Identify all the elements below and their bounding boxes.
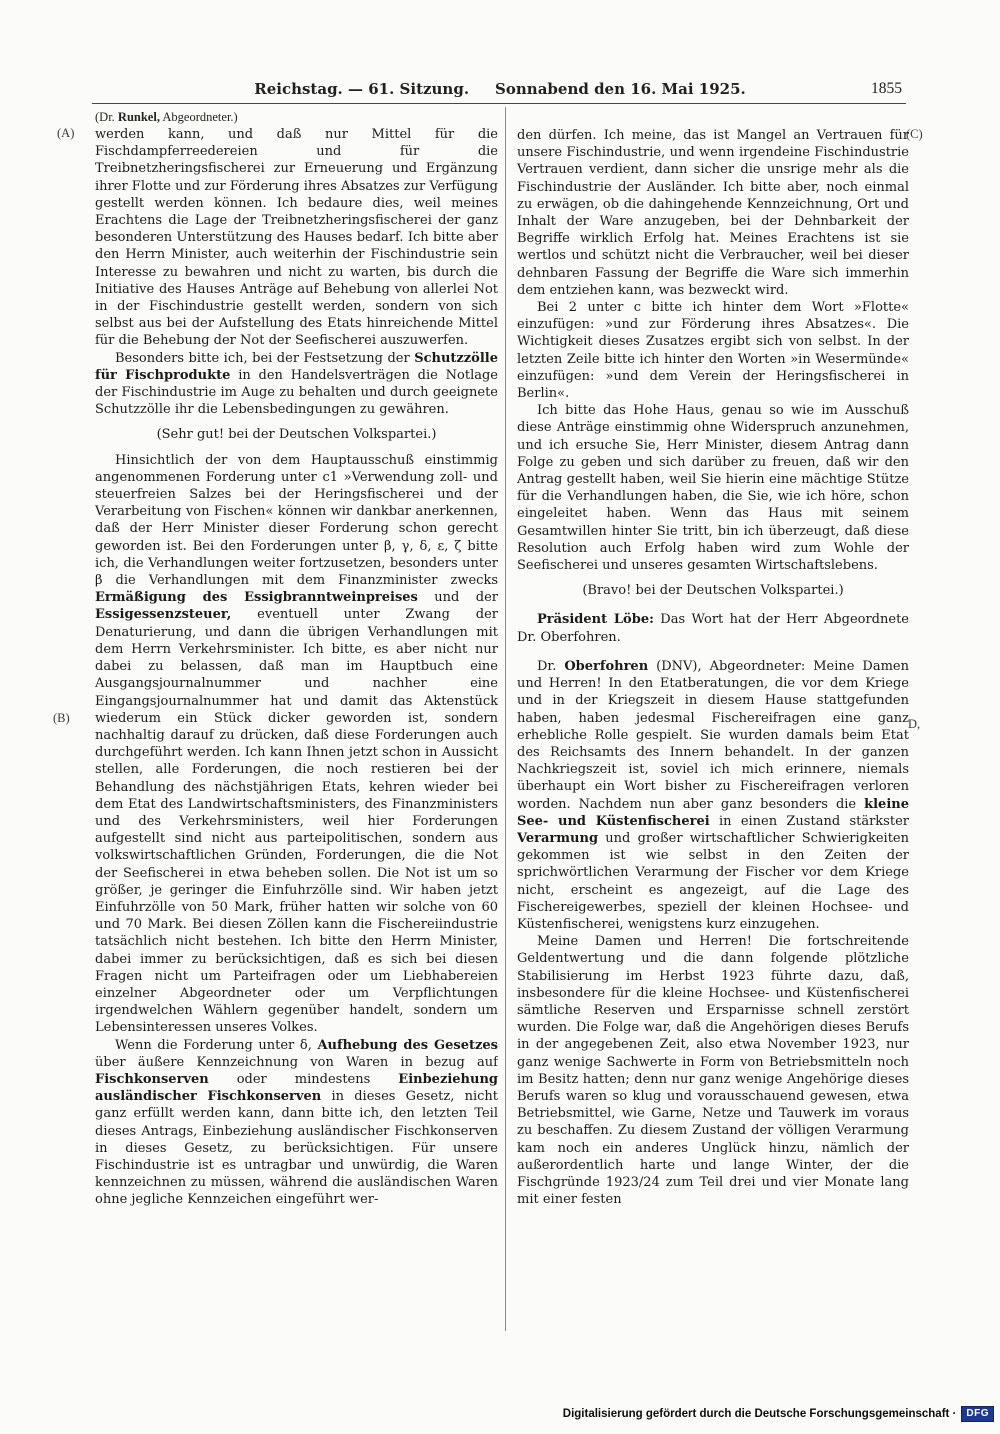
left-column (95, 108, 498, 1348)
interjection: (Sehr gut! bei der Deutschen Volkspartei.) (156, 427, 437, 443)
footer-credit-text: Digitalisierung gefördert durch die Deutsche Forschungsgemeinschaft · (562, 1408, 957, 1420)
margin-mark-c: (C) (906, 127, 923, 141)
speaker-note: (Dr. Runkel, Abgeordneter.) (95, 110, 238, 124)
page-number: 1855 (871, 80, 902, 97)
interjection: (Bravo! bei der Deutschen Volkspartei.) (582, 583, 844, 599)
paragraph-president: Präsident Löbe: Das Wort hat der Herr Abgeordnete Dr. Oberfohren. (517, 612, 909, 645)
paragraph: Besonders bitte ich, bei der Festsetzung der Schutzzölle für Fischprodukte in den Handelsverträgen die Notlage der Fischindustrie im Auge zu behalten und durch geeignete Schutzzölle ihr die Lebensbedingungen zu gewähren. (95, 350, 498, 418)
header-session-title: Reichstag. — 61. Sitzung. (254, 80, 470, 98)
margin-mark-b: (B) (53, 711, 70, 725)
paragraph: Meine Damen und Herren! Die fortschreitende Geldentwertung und die dann folgende plötzliche Stabilisierung im Herbst 1923 führte dazu, daß, insbesondere für die kleine Hochsee- und Küstenfischerei sämtliche Reserven und Ersparnisse schnell zerstört wurden. Die Folge war, daß die Angehörigen dieses Berufs in der angegebenen Zeit, also etwa November 1923, nur ganz wenige Sachwerte in Form von Betriebsmitteln noch im Besitz hatten; denn nur ganz wenige Angehörige dieses Berufs waren so klug und vorausschauend gewesen, etwa Betriebsmittel, wie Garne, Netze und Tauwerk im voraus zu beschaffen. Zu diesem Zustand der völligen Verarmung kam noch ein anderes Unglück hinzu, nämlich der außerordentlich harte und lange Winter, der die Fischgründe 1923/24 zum Teil drei und vier Monate lang mit einer festen (517, 934, 909, 1208)
margin-mark-a: (A) (57, 126, 75, 140)
paragraph-continuation: werden kann, und daß nur Mittel für die Fischdampferreedereien und für die Treibnetzheringsfischerei zur Erneuerung und Ergänzung ihrer Flotte und zur Förderung ihres Absatzes zur Verfügung gestellt werden können. Ich bedaure dies, weil meines Erachtens die Lage der Treibnetzheringsfischerei der ganz besonderen Unterstützung des Hauses bedarf. Ich bitte aber den Herrn Minister, auch weiterhin der Fischindustrie sein Interesse zu bewahren und nicht zu warten, bis durch die Initiative des Hauses Anträge auf Behebung von allerlei Not in der Fischindustrie gestellt werden, sondern von sich selbst aus bei der Aufstellung des Etats hinreichende Mittel für die Behebung der Not der Seefischerei auszuwerfen. (95, 127, 498, 349)
header-date: Sonnabend den 16. Mai 1925. (495, 80, 746, 98)
right-column (517, 108, 909, 1367)
paragraph: Ich bitte das Hohe Haus, genau so wie im Ausschuß diese Anträge einstimmig ohne Widerspruch anzunehmen, und ich ersuche Sie, Herr Minister, diesem Antrag dann Folge zu geben und sich darüber zu freuen, daß wir den Antrag gestellt haben, weil Sie hierin eine mächtige Stütze für die Verhandlungen haben, die Sie, wie ich höre, schon eingeleitet haben. Wenn das Haus mit seinem Gesamtwillen hinter Sie tritt, bin ich überzeugt, daß diese Resolution auch Erfolg haben wird zum Wohle der Seefischerei und unseres gesamten Wirtschaftslebens. (517, 403, 909, 574)
margin-mark-d: D, (908, 717, 921, 731)
paragraph: Wenn die Forderung unter δ, Aufhebung des Gesetzes über äußere Kennzeichnung von Waren in bezug auf Fischkonserven oder mindestens Einbeziehung ausländischer Fischkonserven in dieses Gesetz, nicht ganz erfüllt werden kann, dann bitte ich, den letzten Teil dieses Antrags, Einbeziehung ausländischer Fischkonserven in dieses Gesetz, zu berücksichtigen. Für unsere Fischindustrie ist es untragbar und unwürdig, die Waren kennzeichnen zu müssen, während die ausländischen Waren ohne jegliche Kennzeichen eingeführt wer- (95, 1037, 498, 1208)
page-header (95, 80, 905, 98)
paragraph: Hinsichtlich der von dem Hauptausschuß einstimmig angenommenen Forderung unter c1 »Verwendung zoll- und steuerfreien Salzes bei der Heringsfischerei und der Verarbeitung von Fischen« können wir dankbar anerkennen, daß der Herr Minister dieser Forderung schon gerecht geworden ist. Bei den Forderungen unter β, γ, δ, ε, ζ bitte ich, die Verhandlungen weiter fortzusetzen, besonders unter β die Verhandlungen mit dem Finanzminister zwecks Ermäßigung des Essigbranntweinpreises und der Essigessenzsteuer, eventuell unter Zwang der Denaturierung, und dann die übrigen Verhandlungen mit dem Herrn Verkehrsminister. Ich bitte, es aber nicht nur dabei zu belassen, daß man im Hauptbuch eine Ausgangsjournalnummer und nachher eine Eingangsjournalnummer hat und damit das Aktenstück wiederum ein Stück dicker geworden ist, sondern nachhaltig darauf zu drücken, daß diese Forderungen auch durchgeführt werden. Ich kann Ihnen jetzt schon in Aussicht stellen, alle Forderungen, die noch restieren bei der Behandlung des nächstjährigen Etats, kehren wieder bei dem Etat des Landwirtschaftsministers, des Finanzministers und des Verkehrsministers, weil hier Forderungen aufgestellt sind nicht aus parteipolitischen, sondern aus volkswirtschaftlichen Gründen, Forderungen, die die Not der Seefischerei in etwa beheben sollen. Die Not ist um so größer, je geringer die Einfuhrzölle sind. Wir haben jetzt Einfuhrzölle von 50 Mark, früher hatten wir solche von 60 und 70 Mark. Bei diesen Zöllen kann die Fischereiindustrie tatsächlich nicht bestehen. Ich bitte den Herrn Minister, dabei immer zu berücksichtigen, daß es sich bei diesen Fragen nicht um Parteifragen oder um Liebhabereien einzelner Abgeordneter oder um Verpflichtungen irgendwelchen Wählern gegenüber handelt, sondern um Lebensinteressen unseres Volkes. (95, 452, 498, 1036)
digitization-footer (563, 1402, 994, 1426)
header-rule (92, 103, 906, 104)
paragraph: Bei 2 unter c bitte ich hinter dem Wort »Flotte« einzufügen: »und zur Förderung ihres Absatzes«. Die Wichtigkeit dieses Zusatzes ergibt sich von selbst. In der letzten Zeile bitte ich hinter den Worten »in Wesermünde« einzufügen: »und dem Verein der Heringsfischerei in Berlin«. (517, 300, 909, 402)
dfg-logo: DFG (961, 1406, 994, 1422)
paragraph-speech: Dr. Oberfohren (DNV), Abgeordneter: Meine Damen und Herren! In den Etatberatungen, die vor dem Kriege und in der Kriegszeit in diesem Hause stattgefunden haben, haben jedesmal Fischereifragen eine ganz erhebliche Rolle gespielt. Sie wurden damals beim Etat des Reichsamts des Innern behandelt. In der ganzen Nachkriegszeit ist, soviel ich mich erinnere, niemals überhaupt ein Wort bisher zu Fischereifragen verloren worden. Nachdem nun aber ganz besonders die kleine See- und Küstenfischerei in einen Zustand stärkster Verarmung und großer wirtschaftlicher Schwierigkeiten gekommen ist wie selbst in den Zeiten der sprichwörtlichen Verarmung der Fischer vor dem Kriege nicht, erscheint es angezeigt, auf die Lage des Fischereigewerbes, speziell der kleinen Hochsee- und Küstenfischerei, wenigstens kurz einzugehen. (517, 658, 909, 932)
paragraph-continuation: den dürfen. Ich meine, das ist Mangel an Vertrauen für unsere Fischindustrie, und wenn irgendeine Fischindustrie Vertrauen verdient, dann sicher die unsrige mehr als die Fischindustrie der Ausländer. Ich bitte aber, noch einmal zu erwägen, ob die dahingehende Kennzeichnung, Ort und Inhalt der Ware anzugeben, bei der Dehnbarkeit der Begriffe wirklich Erfolg hat. Meines Erachtens ist sie wertlos und schützt nicht die Verbraucher, weil bei dieser dehnbaren Fassung der Begriffe die Ware sich immerhin dem entziehen kann, was bezweckt wird. (517, 128, 909, 298)
column-divider (505, 107, 506, 1331)
